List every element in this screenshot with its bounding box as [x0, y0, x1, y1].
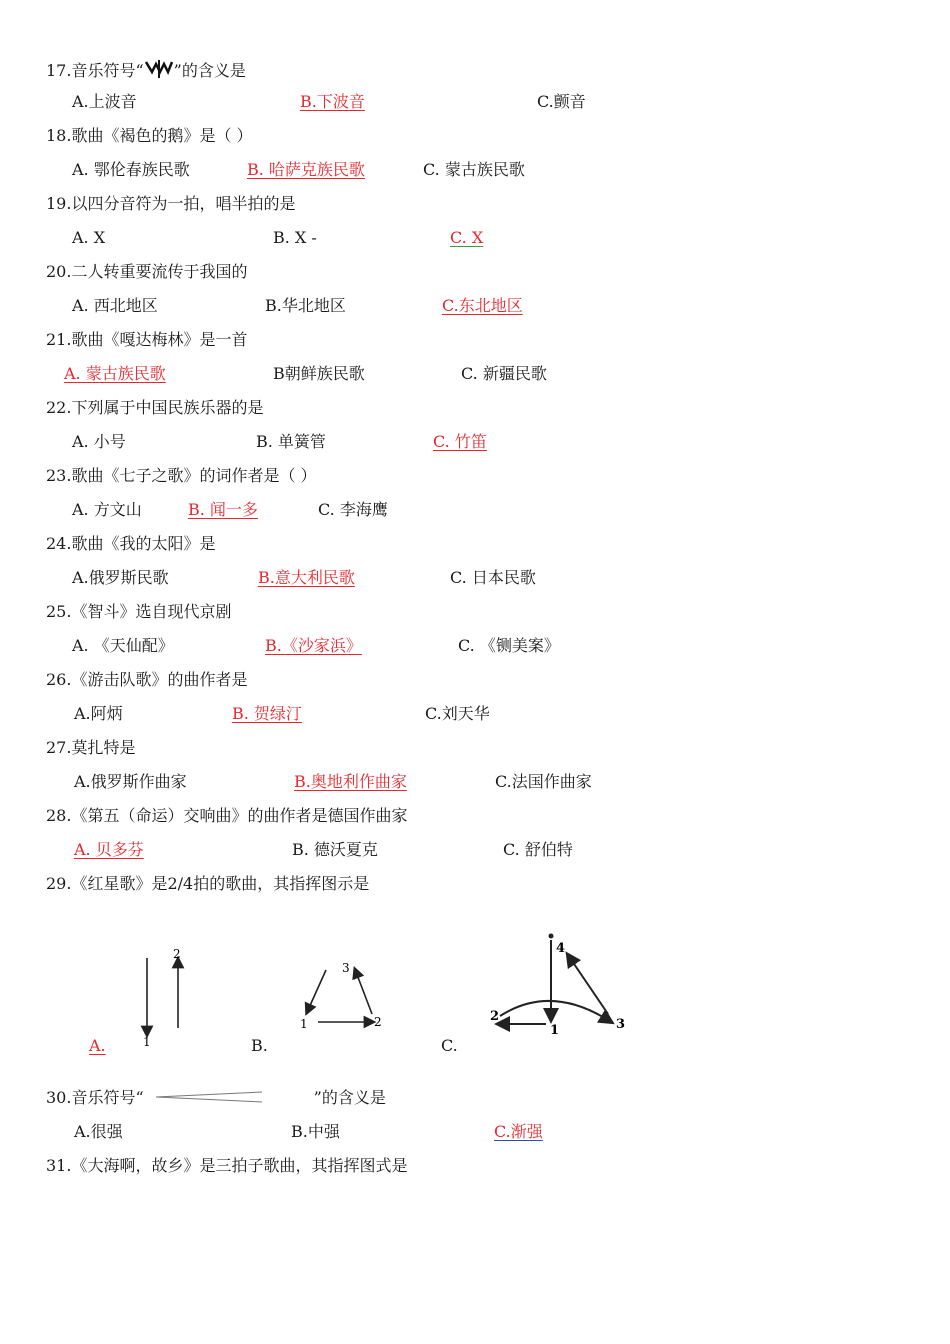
q20-option-c[interactable]: C.东北地区 — [442, 296, 523, 315]
question-26-stem: 26.《游击队歌》的曲作者是 — [46, 670, 248, 689]
q17-option-c[interactable]: C.颤音 — [537, 92, 586, 111]
q24-option-a[interactable]: A.俄罗斯民歌 — [72, 568, 169, 587]
question-20-stem: 20.二人转重要流传于我国的 — [46, 262, 248, 281]
q25-option-b[interactable]: B.《沙家浜》 — [265, 636, 362, 655]
question-18-stem: 18.歌曲《褐色的鹅》是（ ） — [46, 126, 253, 145]
q18-option-b[interactable]: B. 哈萨克族民歌 — [247, 160, 365, 179]
q23-option-a[interactable]: A. 方文山 — [72, 500, 142, 519]
q29-option-b[interactable]: B. — [251, 1036, 268, 1055]
beat-label: 2 — [173, 947, 181, 961]
q24-option-b[interactable]: B.意大利民歌 — [258, 568, 355, 587]
q26-option-c[interactable]: C.刘天华 — [425, 704, 490, 723]
q18-option-a[interactable]: A. 鄂伦春族民歌 — [72, 160, 190, 179]
question-17-stem: 17.音乐符号“ ”的含义是 — [46, 58, 246, 85]
q29-option-c[interactable]: C. — [441, 1036, 458, 1055]
q20-option-b[interactable]: B.华北地区 — [265, 296, 346, 315]
q26-option-a[interactable]: A.阿炳 — [74, 704, 123, 723]
conducting-diagram-c — [480, 928, 630, 1038]
q26-option-b[interactable]: B. 贺绿汀 — [232, 704, 302, 723]
q22-option-c[interactable]: C. 竹笛 — [433, 432, 487, 451]
beat-label: 2 — [490, 1009, 500, 1024]
question-31-stem: 31.《大海啊，故乡》是三拍子歌曲，其指挥图式是 — [46, 1156, 408, 1175]
q28-option-b[interactable]: B. 德沃夏克 — [292, 840, 378, 859]
q27-option-a[interactable]: A.俄罗斯作曲家 — [74, 772, 187, 791]
q17-option-b[interactable]: B.下波音 — [300, 92, 365, 111]
start-dot — [549, 934, 554, 939]
question-24-stem: 24.歌曲《我的太阳》是 — [46, 534, 216, 553]
q30-option-a[interactable]: A.很强 — [74, 1122, 123, 1141]
q27-option-c[interactable]: C.法国作曲家 — [495, 772, 592, 791]
q29-option-a[interactable]: A. — [89, 1036, 106, 1055]
beat-label: 1 — [300, 1017, 308, 1031]
q20-option-a[interactable]: A. 西北地区 — [72, 296, 158, 315]
question-21-stem: 21.歌曲《嘎达梅林》是一首 — [46, 330, 248, 349]
question-19-stem: 19.以四分音符为一拍，唱半拍的是 — [46, 194, 296, 213]
q21-option-b[interactable]: B朝鲜族民歌 — [273, 364, 365, 383]
beat-label: 4 — [556, 941, 566, 956]
q21-option-a[interactable]: A. 蒙古族民歌 — [64, 364, 166, 383]
q21-option-c[interactable]: C. 新疆民歌 — [461, 364, 547, 383]
beat-label: 1 — [143, 1035, 151, 1049]
q24-option-c[interactable]: C. 日本民歌 — [450, 568, 536, 587]
question-22-stem: 22.下列属于中国民族乐器的是 — [46, 398, 264, 417]
question-27-stem: 27.莫扎特是 — [46, 738, 136, 757]
q28-option-c[interactable]: C. 舒伯特 — [503, 840, 573, 859]
question-30-stem: 30.音乐符号“ ”的含义是 — [46, 1088, 386, 1107]
conducting-diagram-a — [120, 940, 200, 1050]
q30-option-c[interactable]: C.渐强 — [494, 1122, 543, 1141]
q25-option-c[interactable]: C. 《铡美案》 — [458, 636, 560, 655]
q25-option-a[interactable]: A. 《天仙配》 — [72, 636, 174, 655]
question-28-stem: 28.《第五（命运）交响曲》的曲作者是德国作曲家 — [46, 806, 408, 825]
q28-option-a[interactable]: A. 贝多芬 — [74, 840, 144, 859]
question-23-stem: 23.歌曲《七子之歌》的词作者是（ ） — [46, 466, 317, 485]
beat-line-3 — [356, 972, 372, 1014]
q19-option-a[interactable]: A. X — [72, 228, 106, 247]
beat-curve-3 — [500, 1001, 608, 1020]
beat-label: 3 — [616, 1017, 626, 1032]
beat-label: 1 — [550, 1023, 560, 1038]
beat-line-1 — [308, 970, 326, 1010]
q19-option-c[interactable]: C. X — [450, 228, 484, 247]
q18-option-c[interactable]: C. 蒙古族民歌 — [423, 160, 525, 179]
mordent-icon — [144, 58, 174, 85]
q17-option-a[interactable]: A.上波音 — [72, 92, 137, 111]
question-29-stem: 29.《红星歌》是2/4拍的歌曲，其指挥图示是 — [46, 874, 370, 893]
q19-option-b[interactable]: B. X - — [273, 228, 317, 247]
q23-option-b[interactable]: B. 闻一多 — [188, 500, 258, 519]
beat-label: 3 — [342, 961, 350, 975]
q22-option-b[interactable]: B. 单簧管 — [256, 432, 326, 451]
q30-option-b[interactable]: B.中强 — [291, 1122, 340, 1141]
q23-option-c[interactable]: C. 李海鹰 — [318, 500, 388, 519]
q27-option-b[interactable]: B.奥地利作曲家 — [294, 772, 407, 791]
beat-label: 2 — [374, 1015, 382, 1029]
q22-option-a[interactable]: A. 小号 — [72, 432, 126, 451]
question-25-stem: 25.《智斗》选自现代京剧 — [46, 602, 232, 621]
conducting-diagram-b — [290, 950, 400, 1040]
crescendo-hairpin-icon — [154, 1089, 264, 1109]
